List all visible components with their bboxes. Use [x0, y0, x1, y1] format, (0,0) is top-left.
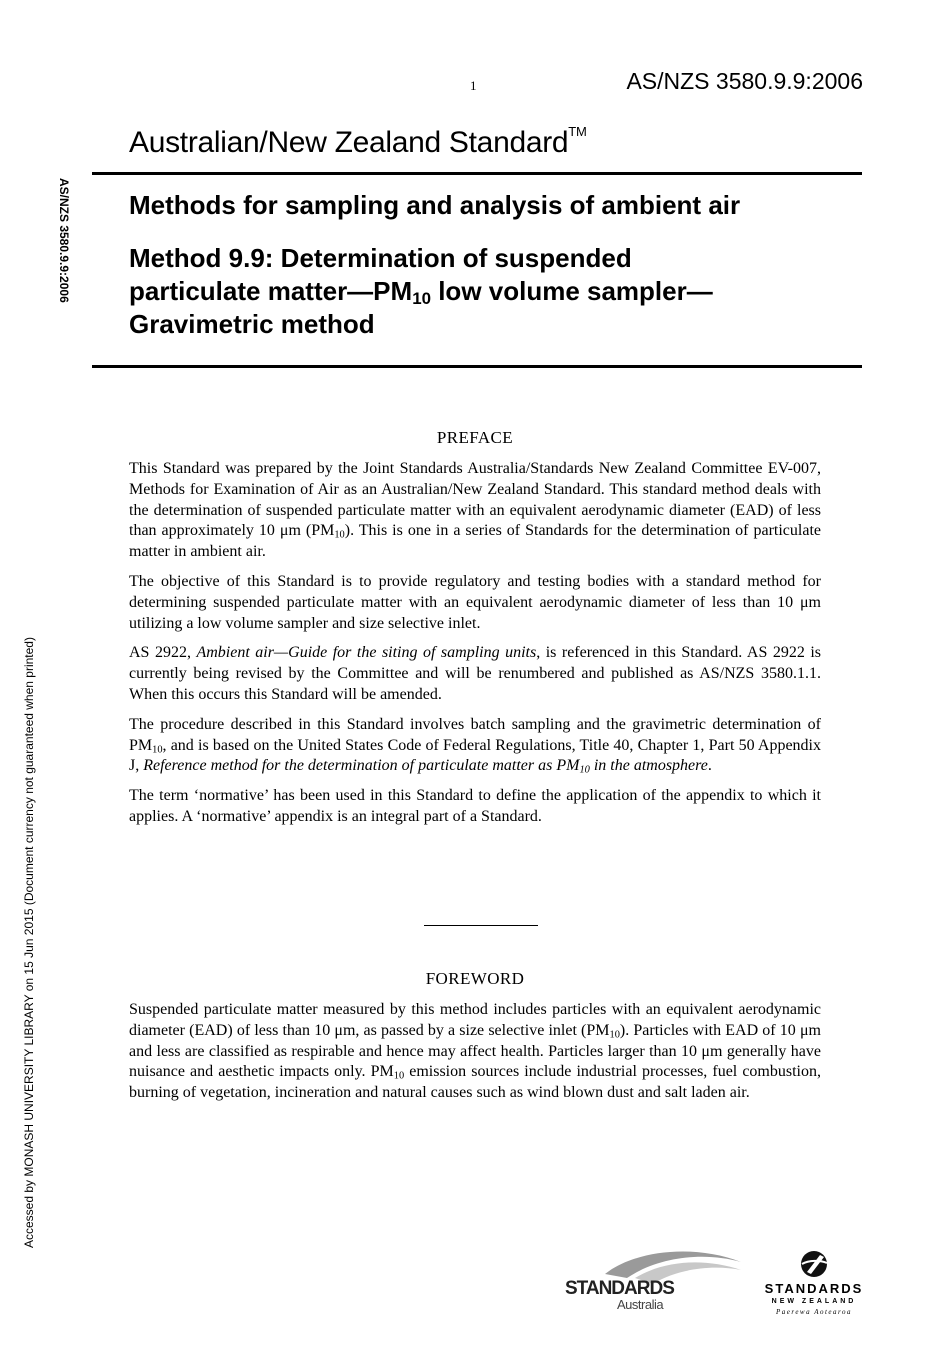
- standards-nz-emblem-icon: [754, 1250, 874, 1280]
- foreword-sub1: 10: [609, 1029, 620, 1041]
- preface-p4-c: .: [707, 757, 712, 775]
- preface-paragraph-5: The term ‘normative’ has been used in this Standard to define the application of the appendix to which it applies. A ‘normative’ appendix is an integral part of a Standard.: [129, 787, 821, 825]
- foreword-text-b: ). Particles with EAD of 10 μm and less are classified as respirable and hence may affect health. Particles larger than 10 μm generally have nuisance and aesthetic impacts only. PM: [129, 1021, 821, 1081]
- foreword-text-a: Suspended particulate matter measured by this method includes particles with an equivalent aerodynamic diameter (EAD) of less than 10 μm, as passed by a size selective inlet (PM: [129, 1001, 821, 1039]
- access-note: Accessed by MONASH UNIVERSITY LIBRARY on 15 Jun 2015 (Document currency not guaranteed when printed): [22, 637, 36, 1248]
- page-number: 1: [470, 78, 477, 93]
- standards-nz-logo: [754, 1250, 874, 1322]
- method-title-line2-post: low volume sampler—: [430, 276, 713, 306]
- method-title-line1: Method 9.9: Determination of suspended: [129, 243, 632, 273]
- preface-paragraph-1: [129, 459, 821, 563]
- preface-p4-sub1: 10: [152, 744, 163, 756]
- standards-nz-name: STANDARDS: [764, 1281, 864, 1296]
- preface-p1-sub: 10: [334, 529, 345, 541]
- top-rule: [92, 172, 862, 175]
- preface-p3-b: , is referenced in this Standard. AS 2922 is currently being revised by the Committee and will be renumbered and published as AS/NZS 3580.1.1. When this occurs this Standard will be amended.: [129, 644, 821, 703]
- standard-code: AS/NZS 3580.9.9:2006: [626, 68, 863, 94]
- preface-p3-a: AS 2922,: [129, 644, 197, 662]
- trademark-mark: TM: [568, 124, 587, 139]
- section-divider: [424, 925, 538, 926]
- preface-p1-b: ). This is one in a series of Standards for the determination of particulate matter in ambient air.: [129, 522, 821, 561]
- main-title: Methods for sampling and analysis of ambient air: [129, 190, 741, 220]
- method-title-line3: Gravimetric method: [129, 309, 375, 339]
- series-title-text: Australian/New Zealand Standard: [129, 126, 569, 159]
- standards-australia-name: STANDARDS: [565, 1278, 674, 1299]
- foreword-sub2: 10: [393, 1070, 405, 1082]
- method-title-line2: [129, 275, 849, 308]
- preface-p4-b: , and is based on the United States Code of Federal Regulations, Title 40, Chapter 1, Part 50 Appendix J,: [129, 736, 821, 775]
- preface-heading: PREFACE: [436, 428, 514, 447]
- preface-paragraph-2: The objective of this Standard is to provide regulatory and testing bodies with a standard method for determining suspended particulate matter with an equivalent aerodynamic diameter of less than 10 μm utilizing a low volume sampler and size selective inlet.: [129, 572, 821, 632]
- standards-australia-sub: Australia: [617, 1297, 664, 1312]
- preface-body: [129, 459, 821, 837]
- method-title-subscript: 10: [412, 289, 431, 309]
- preface-p1-a: This Standard was prepared by the Joint Standards Australia/Standards New Zealand Committee EV-007, Methods for Examination of Air as an Australian/New Zealand Standard. This standard method deals with the determination of suspended particulate matter with an equivalent aerodynamic diameter (EAD) of less than approximately 10 μm (PM: [129, 460, 821, 540]
- standards-nz-sub: NEW ZEALAND: [771, 1298, 857, 1305]
- side-standard-code: AS/NZS 3580.9.9:2006: [57, 178, 71, 303]
- foreword-paragraph: [129, 1000, 821, 1104]
- preface-p4-sub2: 10: [579, 764, 590, 776]
- method-title-line2-pre: particulate matter—PM: [129, 276, 413, 306]
- preface-p3-italic: Ambient air—Guide for the siting of sampling units: [196, 644, 537, 662]
- foreword-text-c: emission sources include industrial processes, fuel combustion, burning of vegetation, incineration and natural causes such as wind blown dust and salt laden air.: [129, 1063, 821, 1102]
- method-title: [129, 242, 849, 341]
- standards-australia-logo: [565, 1248, 745, 1314]
- foreword-body: [129, 1000, 821, 1113]
- series-title: [129, 126, 586, 160]
- standards-nz-maori: Paerewa Aotearoa: [775, 1308, 853, 1316]
- preface-paragraph-4: [129, 715, 821, 777]
- preface-p4-italic2: in the atmosphere: [589, 757, 708, 775]
- bottom-rule: [92, 365, 862, 368]
- foreword-heading: FOREWORD: [425, 969, 525, 988]
- preface-p4-italic1: Reference method for the determination of particulate matter as PM: [143, 757, 580, 775]
- preface-p4-a: The procedure described in this Standard involves batch sampling and the gravimetric determination of PM: [129, 715, 821, 754]
- preface-paragraph-3: [129, 643, 821, 705]
